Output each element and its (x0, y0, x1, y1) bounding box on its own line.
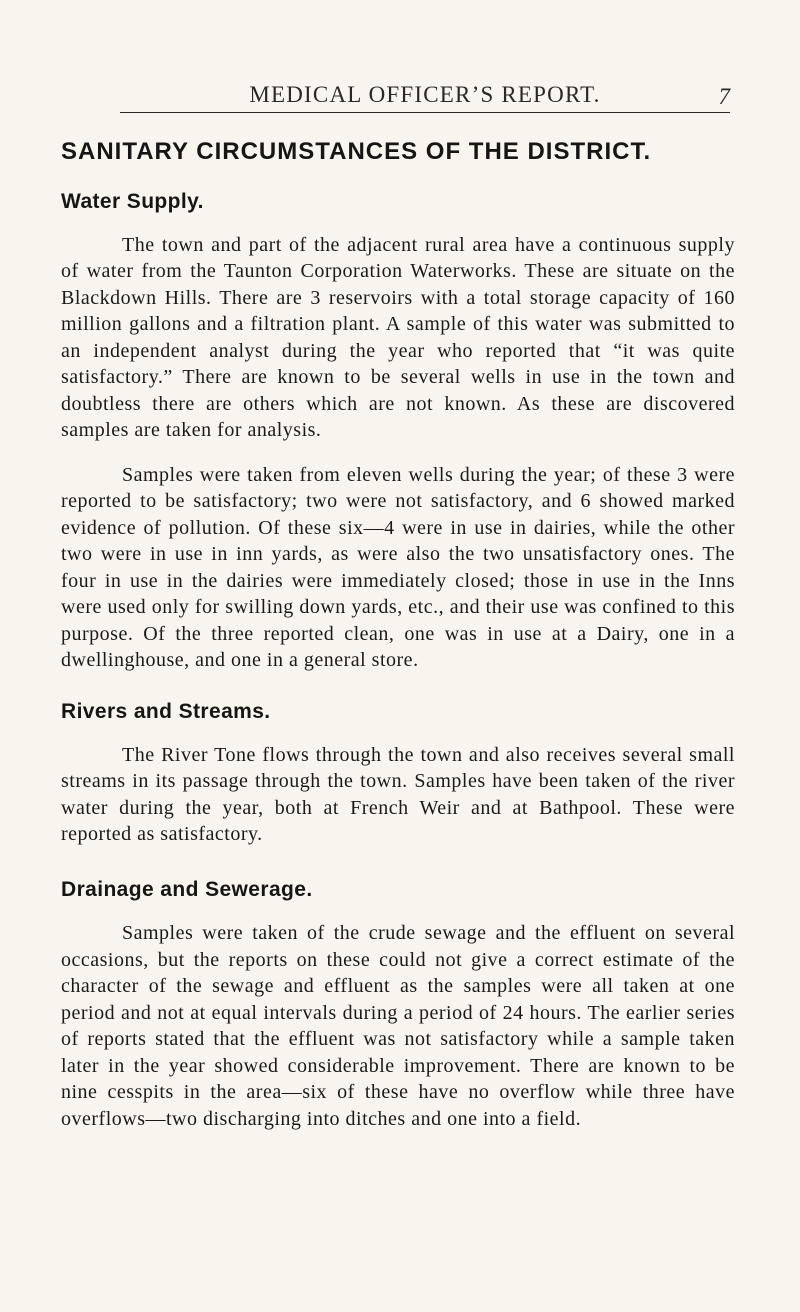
running-header (120, 82, 730, 113)
water-supply-paragraph-2: Samples were taken from eleven wells during the year; of these 3 were reported to be satisfactory; two were not satisfactory, and 6 showed marked evidence of pollution. Of these six—4 were in use in dairies, while the other two were in use in inn yards, as were also the two unsatisfactory ones. The four in use in the dairies were immediately closed; those in use in the Inns were used only for swilling down yards, etc., and their use was confined to this purpose. Of the three reported clean, one was in use at a Dairy, one in a dwellinghouse, and one in a general store. (61, 463, 735, 672)
report-content (61, 138, 735, 1132)
section-spacer (61, 848, 735, 878)
water-supply-heading: Water Supply. (61, 189, 204, 213)
drainage-and-sewerage-heading: Drainage and Sewerage. (61, 877, 313, 901)
drainage-and-sewerage-paragraph: Samples were taken of the crude sewage and the effluent on several occasions, but the reports on these could not give a correct estimate of the character of the sewage and effluent as the samples were all taken at one period and not at equal intervals during a period of 24 hours. The earlier series of reports stated that the effluent was not satisfactory while a sample taken later in the year showed considerable improvement. There are known to be nine cesspits in the area—six of these have no overflow while three have overflows—two discharging into ditches and one into a field. (61, 922, 735, 1130)
section-title: SANITARY CIRCUMSTANCES OF THE DISTRICT. (61, 138, 652, 165)
water-supply-paragraph-1: The town and part of the adjacent rural area have a continuous supply of water from the Taunton Corporation Waterworks. These are situate on the Blackdown Hills. There are 3 reservoirs with a total storage capacity of 160 million gallons and a filtration plant. A sample of this water was submitted to an independent analyst during the year who reported that “it was quite satisfactory.” There are known to be several wells in use in the town and doubtless there are others which are not known. As these are discovered samples are taken for analysis. (61, 233, 735, 442)
section-spacer (61, 674, 735, 700)
page-number: 7 (718, 84, 730, 109)
rivers-and-streams-paragraph: The River Tone flows through the town and also receives several small streams in its passage through the town. Samples have been taken of the river water during the year, both at French Weir and at Bathpool. These were reported as satisfactory. (61, 743, 735, 846)
paragraph-spacer (61, 444, 735, 462)
rivers-and-streams-heading: Rivers and Streams. (61, 699, 271, 723)
running-title: MEDICAL OFFICER’S REPORT. (249, 82, 601, 107)
